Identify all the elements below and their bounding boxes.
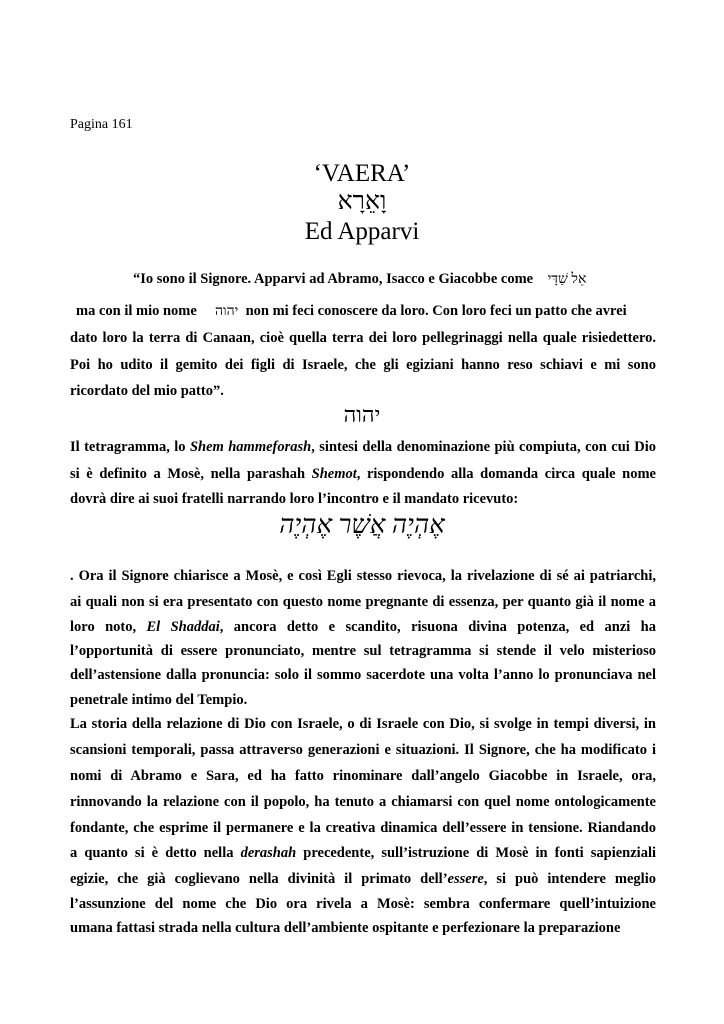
italic-term: Shem hammeforash bbox=[189, 439, 312, 455]
para3-line-6 bbox=[70, 845, 656, 862]
quote-line-4: Poi ho udito il gemito dei figli di Israele, che gli egiziani hanno reso schiavi e mi sono bbox=[70, 357, 656, 373]
para2-line-2: ai quali non si era presentato con questo nome pregnante di essenza, per quanto già il nome a bbox=[70, 594, 656, 610]
tetragram-inline: יהוה bbox=[214, 304, 239, 319]
quote-line-5: ricordato del mio patto”. bbox=[70, 383, 224, 399]
para2-line-3 bbox=[70, 619, 656, 636]
text: Il tetragramma, lo bbox=[70, 439, 190, 455]
page-number: Pagina 161 bbox=[70, 117, 133, 132]
page-subtitle: Ed Apparvi bbox=[304, 218, 420, 245]
quote-text: “Io sono il Signore. Apparvi ad Abramo, Isacco e Giacobbe come bbox=[133, 271, 534, 287]
para3-line-2: scansioni temporali, passa attraverso generazioni e situazioni. Il Signore, che ha modificato i bbox=[70, 742, 656, 758]
text: egizie, che già coglievano nella divinità il primato dell’ bbox=[70, 871, 448, 887]
italic-term: El Shaddai bbox=[146, 619, 220, 635]
title-block bbox=[0, 160, 724, 247]
italic-term: essere bbox=[447, 871, 484, 887]
italic-term: Shemot bbox=[311, 466, 357, 482]
para3-line-3: nomi di Abramo e Sara, ed ha fatto rinominare dall’angelo Giacobbe in Israele, ora, bbox=[70, 768, 656, 784]
tetragram-heading: יהוה bbox=[343, 402, 381, 427]
text: , ancora detto e scandito, risuona divina potenza, ed anzi ha bbox=[219, 619, 656, 635]
para1-line-2 bbox=[70, 466, 656, 483]
para1-line-3: dovrà dire ai suoi fratelli narrando loro l’incontro e il mandato ricevuto: bbox=[70, 491, 519, 507]
text: loro noto, bbox=[70, 619, 147, 635]
text: , si può intendere meglio bbox=[483, 871, 656, 887]
el-shaddai-hebrew: אֵל שַׁדָּי bbox=[547, 272, 587, 287]
quote-line-3: dato loro la terra di Canaan, cioè quella terra dei loro pellegrinaggi nella quale risiedettero. bbox=[70, 330, 656, 346]
para1-line-1 bbox=[70, 439, 656, 456]
quote-line-1 bbox=[133, 271, 586, 288]
ehyeh-asher-ehyeh: אֶהְיֶה אֲשֶׁר אֶהְיֶה bbox=[279, 510, 445, 539]
quote-text: non mi feci conoscere da loro. Con loro feci un patto che avrei bbox=[245, 303, 627, 319]
para3-line-7 bbox=[70, 871, 656, 888]
para3-line-9: umana fattasi strada nella cultura dell’ambiente ospitante e perfezionare la preparazione bbox=[70, 920, 621, 936]
para2-line-6: penetrale intimo del Tempio. bbox=[70, 692, 248, 708]
text: a quanto si è detto nella bbox=[70, 845, 241, 861]
text: precedente, sull’istruzione di Mosè in fonti sapienziali bbox=[296, 845, 657, 861]
text: si è definito a Mosè, nella parashah bbox=[70, 466, 312, 482]
para2-line-4: l’opportunità di essere pronunciato, mentre sul tetragramma si stende il velo misterioso bbox=[70, 643, 656, 659]
para3-line-1: La storia della relazione di Dio con Israele, o di Israele con Dio, si svolge in tempi diversi, in bbox=[70, 716, 656, 732]
para2-line-5: dell’astensione dalla pronuncia: solo il sommo sacerdote una volta l’anno lo pronunciava nel bbox=[70, 667, 656, 683]
text: , rispondendo alla domanda circa quale nome bbox=[356, 466, 656, 482]
quote-text: ma con il mio nome bbox=[76, 303, 197, 319]
italic-term: derashah bbox=[240, 845, 297, 861]
para3-line-8: l’assunzione del nome che Dio ora rivela a Mosè: sembra confermare quell’intuizione bbox=[70, 896, 656, 912]
para3-line-4: rinnovando la relazione con il popolo, ha tenuto a chiamarsi con quel nome ontologicamente bbox=[70, 794, 656, 810]
text: , sintesi della denominazione più compiuta, con cui Dio bbox=[311, 439, 656, 455]
para2-line-1: . Ora il Signore chiarisce a Mosè, e così Egli stesso rievoca, la rivelazione di sé ai patriarchi, bbox=[70, 568, 656, 584]
para3-line-5: fondante, che esprime il permanere e la creativa dinamica dell’essere in tensione. Riandando bbox=[70, 820, 656, 836]
title-hebrew: וָאֵרָא bbox=[337, 188, 387, 215]
quote-line-2 bbox=[76, 303, 656, 320]
page-title: ‘VAERA’ bbox=[313, 160, 411, 187]
